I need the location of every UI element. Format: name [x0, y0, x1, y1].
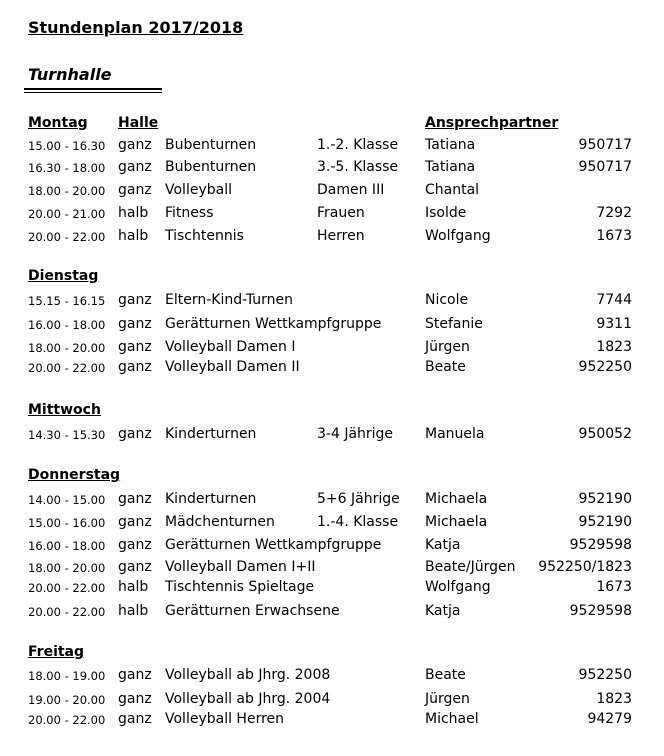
group-cell: 1.-2. Klasse — [317, 137, 399, 153]
schedule-row — [0, 491, 664, 511]
schedule-row — [0, 537, 664, 557]
course-cell: Fitness — [165, 205, 214, 221]
course-cell: Bubenturnen — [165, 159, 257, 175]
schedule-row — [0, 316, 664, 336]
hall-cell: ganz — [118, 137, 152, 153]
course-cell: Volleyball Damen I+II — [165, 559, 316, 575]
day-heading: Dienstag — [28, 268, 99, 284]
schedule-row — [0, 711, 664, 731]
page-title: Stundenplan 2017/2018 — [28, 18, 244, 37]
phone-cell: 952190 — [578, 491, 632, 507]
time-cell: 20.00 - 22.00 — [28, 713, 106, 727]
day-heading: Montag — [28, 115, 88, 131]
time-cell: 16.00 - 18.00 — [28, 318, 106, 332]
contact-cell: Jürgen — [425, 339, 470, 355]
hall-cell: ganz — [118, 711, 152, 727]
course-cell: Mädchenturnen — [165, 514, 275, 530]
contact-cell: Michaela — [425, 514, 488, 530]
hall-cell: ganz — [118, 667, 152, 683]
hall-cell: ganz — [118, 691, 152, 707]
group-cell: 5+6 Jährige — [317, 491, 400, 507]
hall-cell: ganz — [118, 339, 152, 355]
course-cell: Kinderturnen — [165, 426, 257, 442]
course-cell: Eltern-Kind-Turnen — [165, 292, 294, 308]
hall-cell: ganz — [118, 559, 152, 575]
hall-cell: ganz — [118, 359, 152, 375]
group-cell: 3-4 Jährige — [317, 426, 394, 442]
phone-cell: 952250/1823 — [538, 559, 632, 575]
course-cell: Tischtennis Spieltage — [165, 579, 315, 595]
course-cell: Volleyball Damen I — [165, 339, 296, 355]
schedule-row — [0, 667, 664, 687]
time-cell: 20.00 - 22.00 — [28, 361, 106, 375]
hall-cell: ganz — [118, 426, 152, 442]
phone-cell: 952250 — [578, 359, 632, 375]
group-cell: Frauen — [317, 205, 365, 221]
contact-cell: Isolde — [425, 205, 467, 221]
contact-cell: Tatiana — [425, 137, 476, 153]
contact-cell: Chantal — [425, 182, 480, 198]
hall-cell: ganz — [118, 182, 152, 198]
venue-subtitle: Turnhalle — [28, 65, 112, 84]
hall-cell: halb — [118, 205, 149, 221]
schedule-row — [0, 292, 664, 312]
phone-cell: 1823 — [596, 339, 632, 355]
phone-cell: 952250 — [578, 667, 632, 683]
subtitle-rule-thin — [24, 92, 162, 93]
contact-cell: Beate/Jürgen — [425, 559, 516, 575]
course-cell: Gerätturnen Wettkampfgruppe — [165, 316, 382, 332]
phone-cell: 7744 — [596, 292, 632, 308]
phone-cell: 1673 — [596, 228, 632, 244]
time-cell: 20.00 - 22.00 — [28, 230, 106, 244]
phone-cell: 1823 — [596, 691, 632, 707]
time-cell: 20.00 - 21.00 — [28, 207, 106, 221]
hall-cell: ganz — [118, 159, 152, 175]
schedule-row — [0, 159, 664, 179]
schedule-row — [0, 426, 664, 446]
column-header-hall: Halle — [118, 115, 159, 131]
course-cell: Volleyball — [165, 182, 232, 198]
phone-cell: 950717 — [578, 159, 632, 175]
schedule-row — [0, 359, 664, 379]
group-cell: 3.-5. Klasse — [317, 159, 399, 175]
course-cell: Volleyball Damen II — [165, 359, 300, 375]
hall-cell: ganz — [118, 514, 152, 530]
contact-cell: Beate — [425, 667, 466, 683]
phone-cell: 7292 — [596, 205, 632, 221]
hall-cell: halb — [118, 603, 149, 619]
subtitle-rule — [24, 88, 162, 90]
contact-cell: Wolfgang — [425, 228, 491, 244]
contact-cell: Nicole — [425, 292, 469, 308]
time-cell: 14.30 - 15.30 — [28, 428, 106, 442]
course-cell: Gerätturnen Erwachsene — [165, 603, 340, 619]
schedule-row — [0, 514, 664, 534]
time-cell: 18.00 - 19.00 — [28, 669, 106, 683]
schedule-row — [0, 691, 664, 711]
phone-cell: 9529598 — [569, 603, 632, 619]
phone-cell: 9529598 — [569, 537, 632, 553]
schedule-row — [0, 339, 664, 359]
day-heading: Donnerstag — [28, 467, 121, 483]
hall-cell: ganz — [118, 316, 152, 332]
contact-cell: Beate — [425, 359, 466, 375]
time-cell: 16.00 - 18.00 — [28, 539, 106, 553]
time-cell: 15.15 - 16.15 — [28, 294, 106, 308]
column-header-contact: Ansprechpartner — [425, 115, 559, 131]
course-cell: Volleyball Herren — [165, 711, 285, 727]
course-cell: Bubenturnen — [165, 137, 257, 153]
day-heading: Mittwoch — [28, 402, 101, 418]
group-cell: Damen III — [317, 182, 385, 198]
course-cell: Kinderturnen — [165, 491, 257, 507]
course-cell: Tischtennis — [165, 228, 244, 244]
contact-cell: Tatiana — [425, 159, 476, 175]
hall-cell: halb — [118, 579, 149, 595]
phone-cell: 1673 — [596, 579, 632, 595]
hall-cell: halb — [118, 228, 149, 244]
day-heading: Freitag — [28, 644, 85, 660]
contact-cell: Katja — [425, 537, 461, 553]
contact-cell: Wolfgang — [425, 579, 491, 595]
time-cell: 20.00 - 22.00 — [28, 605, 106, 619]
phone-cell: 950717 — [578, 137, 632, 153]
hall-cell: ganz — [118, 491, 152, 507]
schedule-row — [0, 603, 664, 623]
hall-cell: ganz — [118, 537, 152, 553]
time-cell: 19.00 - 20.00 — [28, 693, 106, 707]
phone-cell: 94279 — [587, 711, 632, 727]
time-cell: 20.00 - 22.00 — [28, 581, 106, 595]
time-cell: 18.00 - 20.00 — [28, 341, 106, 355]
phone-cell: 9311 — [596, 316, 632, 332]
schedule-row — [0, 559, 664, 579]
contact-cell: Manuela — [425, 426, 485, 442]
course-cell: Gerätturnen Wettkampfgruppe — [165, 537, 382, 553]
course-cell: Volleyball ab Jhrg. 2008 — [165, 667, 331, 683]
contact-cell: Jürgen — [425, 691, 470, 707]
phone-cell: 952190 — [578, 514, 632, 530]
time-cell: 15.00 - 16.00 — [28, 516, 106, 530]
group-cell: Herren — [317, 228, 365, 244]
group-cell: 1.-4. Klasse — [317, 514, 399, 530]
time-cell: 14.00 - 15.00 — [28, 493, 106, 507]
contact-cell: Michael — [425, 711, 479, 727]
schedule-row — [0, 137, 664, 157]
schedule-row — [0, 228, 664, 248]
time-cell: 18.00 - 20.00 — [28, 561, 106, 575]
time-cell: 16.30 - 18.00 — [28, 161, 106, 175]
schedule-row — [0, 182, 664, 202]
contact-cell: Michaela — [425, 491, 488, 507]
phone-cell: 950052 — [578, 426, 632, 442]
time-cell: 18.00 - 20.00 — [28, 184, 106, 198]
time-cell: 15.00 - 16.30 — [28, 139, 106, 153]
hall-cell: ganz — [118, 292, 152, 308]
schedule-row — [0, 205, 664, 225]
schedule-row — [0, 579, 664, 599]
course-cell: Volleyball ab Jhrg. 2004 — [165, 691, 331, 707]
contact-cell: Stefanie — [425, 316, 483, 332]
contact-cell: Katja — [425, 603, 461, 619]
